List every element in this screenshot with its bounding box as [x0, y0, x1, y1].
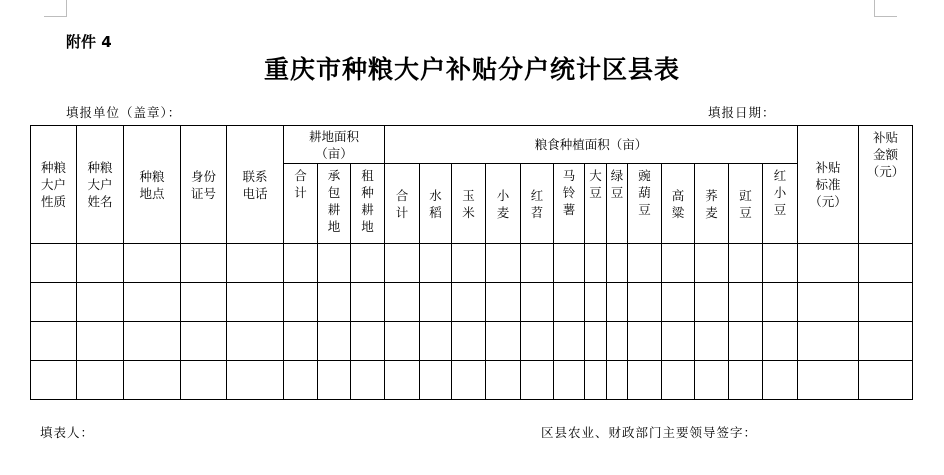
table-cell[interactable] [554, 361, 585, 400]
table-cell[interactable] [798, 283, 859, 322]
attachment-label: 附件 4 [66, 33, 112, 51]
table-cell[interactable] [607, 244, 628, 283]
header-potato: 马 铃 薯 [554, 164, 585, 244]
table-cell[interactable] [318, 283, 351, 322]
table-cell[interactable] [420, 244, 452, 283]
header-cowpea: 豇 豆 [729, 164, 763, 244]
table-cell[interactable] [284, 283, 318, 322]
table-cell[interactable] [695, 361, 729, 400]
table-row [31, 322, 913, 361]
table-body [31, 244, 913, 400]
table-cell[interactable] [351, 322, 385, 361]
table-cell[interactable] [284, 361, 318, 400]
table-cell[interactable] [181, 322, 227, 361]
table-cell[interactable] [662, 283, 695, 322]
table-cell[interactable] [585, 244, 607, 283]
table-cell[interactable] [521, 283, 554, 322]
table-cell[interactable] [798, 244, 859, 283]
table-cell[interactable] [662, 244, 695, 283]
fill-unit-label: 填报单位（盖章）： [66, 105, 182, 120]
table-cell[interactable] [318, 322, 351, 361]
table-cell[interactable] [486, 283, 521, 322]
table-cell[interactable] [798, 322, 859, 361]
table-cell[interactable] [859, 283, 913, 322]
table-cell[interactable] [385, 244, 420, 283]
table-cell[interactable] [351, 361, 385, 400]
page-corner-mark-left [44, 0, 67, 17]
page-corner-mark-right [874, 0, 897, 17]
table-cell[interactable] [859, 361, 913, 400]
table-cell[interactable] [420, 322, 452, 361]
table-cell[interactable] [628, 244, 662, 283]
table-cell[interactable] [124, 361, 181, 400]
table-cell[interactable] [77, 283, 124, 322]
table-cell[interactable] [859, 244, 913, 283]
table-cell[interactable] [729, 244, 763, 283]
table-cell[interactable] [695, 283, 729, 322]
table-cell[interactable] [585, 283, 607, 322]
table-cell[interactable] [628, 361, 662, 400]
header-soybean: 大 豆 [585, 164, 607, 244]
header-wheat: 小 麦 [486, 164, 521, 244]
table-cell[interactable] [554, 283, 585, 322]
header-rice: 水 稻 [420, 164, 452, 244]
header-rented-land: 租 种 耕 地 [351, 164, 385, 244]
header-corn: 玉 米 [452, 164, 486, 244]
table-cell[interactable] [31, 322, 77, 361]
table-cell[interactable] [763, 322, 798, 361]
table-cell[interactable] [181, 361, 227, 400]
table-cell[interactable] [385, 322, 420, 361]
table-cell[interactable] [628, 283, 662, 322]
table-cell[interactable] [77, 361, 124, 400]
table-cell[interactable] [763, 361, 798, 400]
table-cell[interactable] [554, 244, 585, 283]
table-cell[interactable] [521, 322, 554, 361]
header-contract-land: 承 包 耕 地 [318, 164, 351, 244]
table-cell[interactable] [124, 322, 181, 361]
table-cell[interactable] [77, 322, 124, 361]
table-cell[interactable] [351, 283, 385, 322]
header-grain-area: 粮食种植面积（亩） [385, 126, 798, 164]
table-cell[interactable] [554, 322, 585, 361]
table-row [31, 361, 913, 400]
header-phone: 联系 电话 [227, 126, 284, 244]
table-cell[interactable] [729, 322, 763, 361]
page-title: 重庆市种粮大户补贴分户统计区县表 [263, 55, 680, 84]
subsidy-table [30, 125, 913, 400]
table-cell[interactable] [729, 361, 763, 400]
table-cell[interactable] [227, 283, 284, 322]
fill-date-label: 填报日期： [708, 105, 776, 120]
table-cell[interactable] [607, 322, 628, 361]
table-cell[interactable] [486, 361, 521, 400]
header-sorghum: 高 粱 [662, 164, 695, 244]
table-cell[interactable] [181, 244, 227, 283]
table-row [31, 283, 913, 322]
table-cell[interactable] [486, 322, 521, 361]
table-cell[interactable] [284, 322, 318, 361]
table-cell[interactable] [486, 244, 521, 283]
header-pea-broad-bean: 豌 葫 豆 [628, 164, 662, 244]
header-red-bean: 红 小 豆 [763, 164, 798, 244]
table-cell[interactable] [585, 361, 607, 400]
table-cell[interactable] [521, 361, 554, 400]
table-cell[interactable] [763, 244, 798, 283]
table-cell[interactable] [124, 244, 181, 283]
header-cultivated-area: 耕地面积 （亩） [284, 126, 385, 164]
header-sweet-potato: 红 苕 [521, 164, 554, 244]
table-cell[interactable] [318, 244, 351, 283]
table-cell[interactable] [798, 361, 859, 400]
table-cell[interactable] [318, 361, 351, 400]
table-cell[interactable] [227, 361, 284, 400]
table-cell[interactable] [420, 283, 452, 322]
table-cell[interactable] [31, 361, 77, 400]
table-cell[interactable] [124, 283, 181, 322]
table-cell[interactable] [452, 361, 486, 400]
header-subsidy-amount: 补贴 金额 （元） [859, 126, 913, 244]
table-cell[interactable] [227, 322, 284, 361]
preparer-label: 填表人： [40, 425, 95, 440]
table-cell[interactable] [351, 244, 385, 283]
table-cell[interactable] [452, 244, 486, 283]
table-cell[interactable] [607, 361, 628, 400]
header-grain-total: 合 计 [385, 164, 420, 244]
header-farmer-type: 种粮 大户 性质 [31, 126, 77, 244]
table-cell[interactable] [628, 322, 662, 361]
table-cell[interactable] [585, 322, 607, 361]
leader-signature-label: 区县农业、财政部门主要领导签字： [541, 425, 758, 440]
table-cell[interactable] [695, 322, 729, 361]
table-cell[interactable] [859, 322, 913, 361]
table-cell[interactable] [521, 244, 554, 283]
header-buckwheat: 荞 麦 [695, 164, 729, 244]
table-cell[interactable] [763, 283, 798, 322]
table-cell[interactable] [729, 283, 763, 322]
table-cell[interactable] [695, 244, 729, 283]
header-cultivated-total: 合 计 [284, 164, 318, 244]
table-cell[interactable] [385, 361, 420, 400]
table-cell[interactable] [662, 361, 695, 400]
table-cell[interactable] [452, 283, 486, 322]
header-farmer-name: 种粮 大户 姓名 [77, 126, 124, 244]
table-cell[interactable] [31, 244, 77, 283]
table-cell[interactable] [385, 283, 420, 322]
header-location: 种粮 地点 [124, 126, 181, 244]
table-cell[interactable] [607, 283, 628, 322]
table-row [31, 244, 913, 283]
header-mung-bean: 绿 豆 [607, 164, 628, 244]
table-cell[interactable] [452, 322, 486, 361]
table-cell[interactable] [227, 244, 284, 283]
table-cell[interactable] [284, 244, 318, 283]
header-subsidy-standard: 补贴 标准 （元） [798, 126, 859, 244]
table-cell[interactable] [31, 283, 77, 322]
table-cell[interactable] [662, 322, 695, 361]
table-cell[interactable] [420, 361, 452, 400]
table-cell[interactable] [181, 283, 227, 322]
table-cell[interactable] [77, 244, 124, 283]
header-id-number: 身份 证号 [181, 126, 227, 244]
